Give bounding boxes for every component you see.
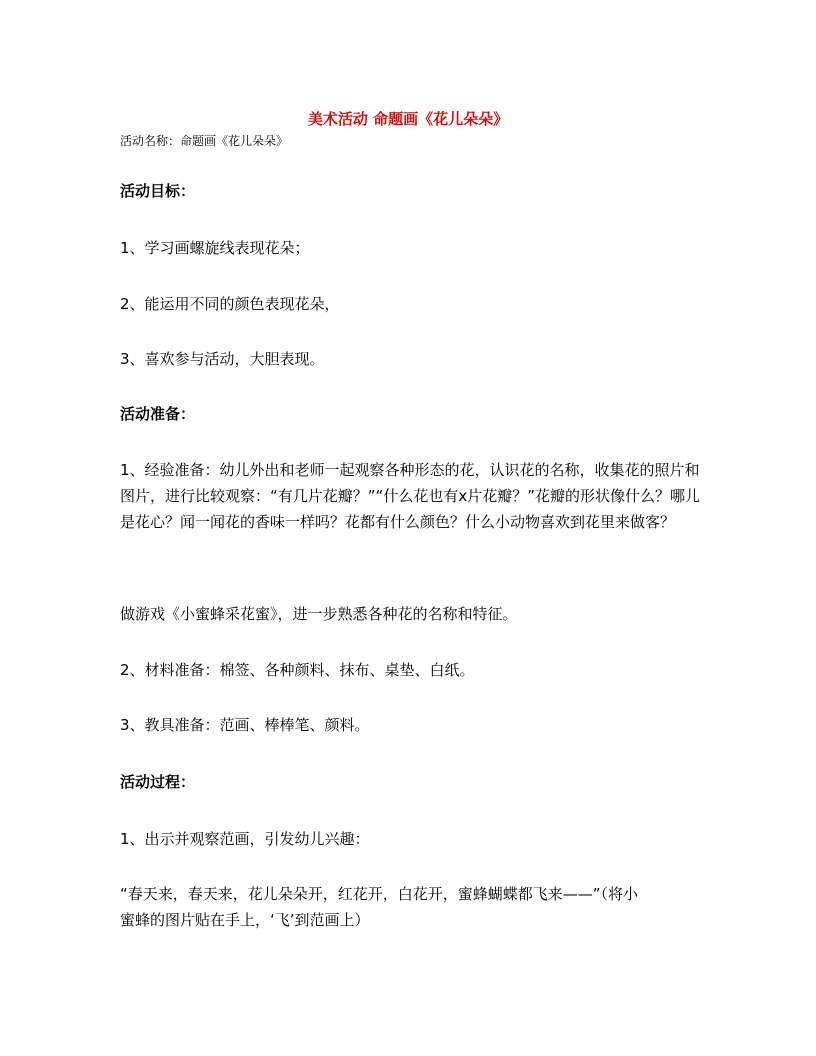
process-heading: 活动过程： [120,773,196,791]
preparation-heading: 活动准备： [120,405,196,423]
preparation-item-2: 2、材料准备：棉签、各种颜料、抹布、桌垫、白纸。 [120,661,475,679]
document-title: 美术活动 命题画《花儿朵朵》 [307,110,509,128]
preparation-item-1: 1、经验准备：幼儿外出和老师一起观察各种形态的花，认识花的名称，收集花的照片和图片，进行比较观察：“有几片花瓣？”“什么花也有x片花瓣？”花瓣的形状像什么？哪儿是花心？闻一闻花的香味一样吗？花都有什么颜色？什么小动物喜欢到花里来做客？ [120,461,700,531]
goal-item-3: 3、喜欢参与活动，大胆表现。 [120,350,325,368]
process-item-song: “春天来，春天来，花儿朵朵开，红花开，白花开，蜜蜂蝴蝶都飞来——”（将小蜜蜂的图片贴在手上，‘飞’到范画上） [120,885,639,929]
goal-item-1: 1、学习画螺旋线表现花朵； [120,239,310,257]
preparation-item-3: 3、教具准备：范画、棒棒笔、颜料。 [120,716,370,734]
goals-heading: 活动目标： [120,182,196,200]
goal-item-2: 2、能运用不同的颜色表现花朵， [120,295,340,313]
process-item-1: 1、出示并观察范画，引发幼儿兴趣： [120,830,370,848]
activity-name: 活动名称：命题画《花儿朵朵》 [120,134,289,148]
preparation-item-game: 做游戏《小蜜蜂采花蜜》，进一步熟悉各种花的名称和特征。 [120,605,518,623]
